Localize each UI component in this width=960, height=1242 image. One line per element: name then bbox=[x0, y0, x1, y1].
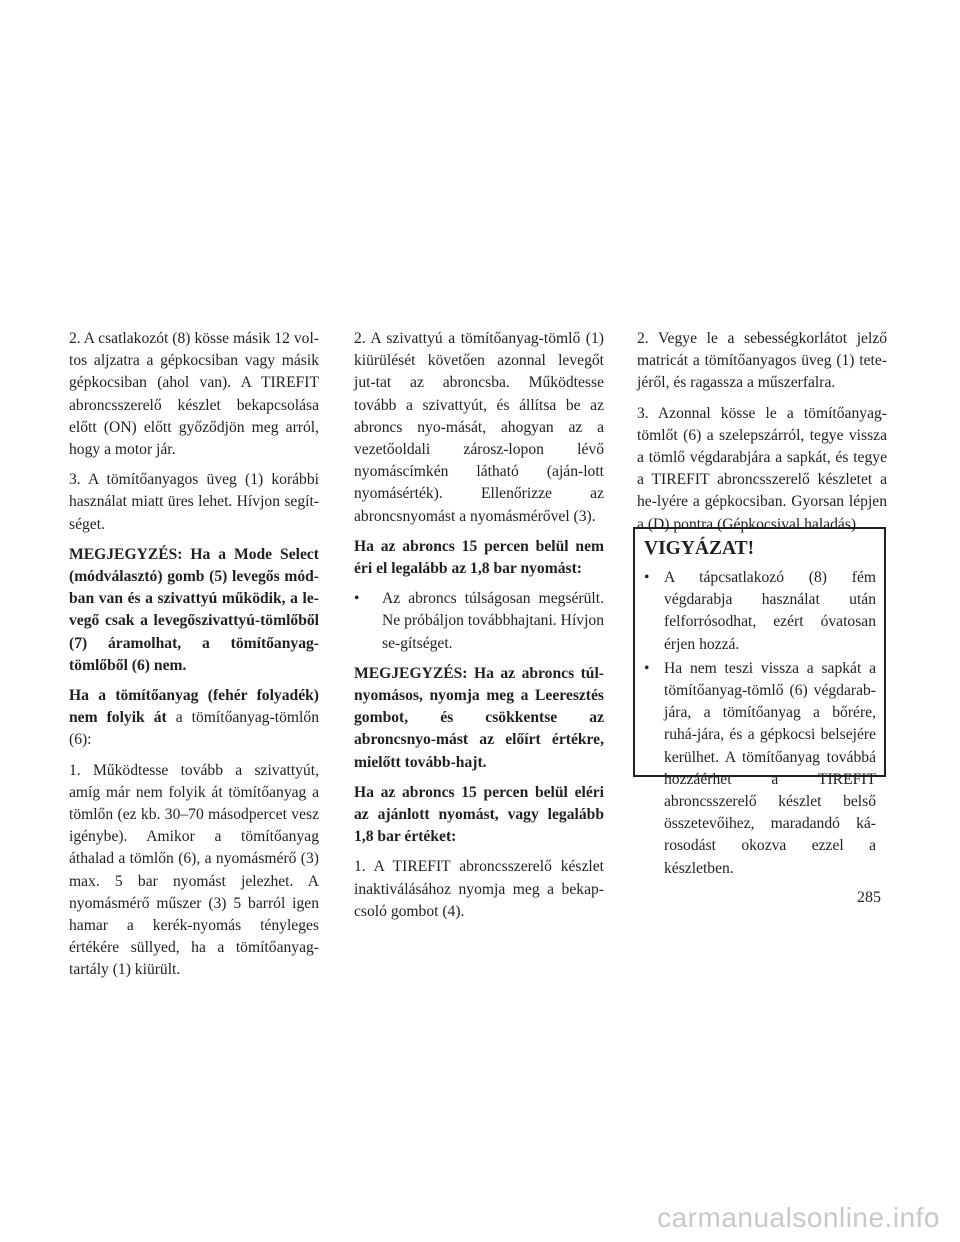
paragraph-pump-air: 2. A szivattyú a tömítőanyag-tömlő (1) kiürülését követően azonnal levegőt jut-tat az abroncsba. Működtesse tovább a szivattyút, és állítsa be az abroncs nyo-mását, ahogyan az a vezetőoldali zárosz-lopon lévő nyomáscímkén látható (aján-lott nyomásérték). Ellenőrizze az abroncsnyomást a nyomásmérővel (3). bbox=[354, 330, 604, 525]
heading-sealant-not-flowing-rest: a tömítőanyag-tömlőn (6): bbox=[69, 709, 319, 749]
paragraph-continue-pump: 1. Működtesse tovább a szivattyút, amíg már nem folyik át tömítőanyag a tömlőn (ez kb. 30–70 másodpercet vesz igénybe). Amikor a tömítőanyag áthalad a tömlőn (6), a nyomásmérő (3) max. 5 bar nyomást jelezhet. A nyomásmérő műszer (3) 5 barról igen hamar a kerék-nyomás tényleges értékére süllyed, ha a tömítőanyag-tartály (1) kiürült. bbox=[69, 761, 319, 979]
bullet-tire-damaged-text: • Az abroncs túlságosan megsérült. Ne próbáljon továbbhajtani. Hívjon se-gítséget. bbox=[382, 590, 604, 652]
heading-pressure-not-reached: Ha az abroncs 15 percen belül nem éri el legalább az 1,8 bar nyomást: bbox=[354, 537, 604, 578]
note-mode-select: MEGJEGYZÉS: Ha a Mode Select (módválasztó) gomb (5) levegős mód-ban van és a szivattyú működik, a le-vegő csak a levegőszivattyú-tömlőből (7) áramolhat, a tömítőanyag-tömlőből (6) nem. bbox=[69, 545, 319, 674]
bullet-tire-damaged bbox=[354, 588, 604, 655]
caution-bullet-hot-connector: • A tápcsatlakozó (8) fém végdarabja használat után felforrósodhat, ezért óvatosan érjen hozzá. bbox=[644, 567, 876, 656]
caution-bullet-sealant-spill: • Ha nem teszi vissza a sapkát a tömítőanyag-tömlő (6) végdarab-jára, a tömítőanyag a bőrére, ruhá-jára, és a gépkocsi belsejére kerülhet. A tömítőanyag továbbá hozzáérhet a TIREFIT abroncsszerelő készlet belső összetevőihez, maradandó ká-rosodást okozva ezzel a készletben. bbox=[644, 658, 876, 880]
caution-box bbox=[633, 527, 886, 877]
paragraph-disconnect-hose: 3. Azonnal kösse le a tömítőanyag-tömlőt (6) a szelepszárról, tegye vissza a tömlő végdarabjára a sapkát, és tegye a TIREFIT abroncsszerelő készletet a he-lyére a gépkocsiban. Gyorsan lépjen a (D) pontra (Gépkocsival haladás). bbox=[637, 404, 887, 533]
caution-title: VIGYÁZAT! bbox=[644, 538, 755, 559]
column-left bbox=[69, 328, 319, 990]
heading-pressure-reached: Ha az abroncs 15 percen belül eléri az ajánlott nyomást, vagy legalább 1,8 bar értéket: bbox=[354, 783, 604, 846]
page-number: 285 bbox=[857, 889, 881, 906]
column-right bbox=[637, 328, 887, 544]
paragraph-deactivate-kit: 1. A TIREFIT abroncsszerelő készlet inaktiválásához nyomja meg a bekap-csoló gombot (4). bbox=[354, 858, 604, 920]
note-overpressure: MEGJEGYZÉS: Ha az abroncs túl-nyomásos, nyomja meg a Leeresztés gombot, és csökkentse az abroncsnyo-mást az előírt értékre, mielőtt tovább-hajt. bbox=[354, 664, 604, 771]
paragraph-empty-bottle: 3. A tömítőanyagos üveg (1) korábbi használat miatt üres lehet. Hívjon segít-séget. bbox=[69, 471, 319, 533]
paragraph-speed-sticker: 2. Vegye le a sebességkorlátot jelző matricát a tömítőanyagos üveg (1) tete-jéről, és ragassza a műszerfalra. bbox=[637, 330, 887, 392]
paragraph-connector-step: 2. A csatlakozót (8) kösse másik 12 vol-tos aljzatra a gépkocsiban vagy másik gépkocsiban (ahol van). A TIREFIT abroncsszerelő készlet bekapcsolása előtt (ON) előtt győződjön meg arról, hogy a motor jár. bbox=[69, 330, 319, 459]
column-middle bbox=[354, 328, 604, 931]
heading-sealant-not-flowing: Ha a tömítőanyag (fehér folyadék) nem folyik át bbox=[69, 687, 319, 727]
watermark: carmanualsonline.info bbox=[657, 1202, 940, 1233]
paragraph-sealant-not-flowing bbox=[69, 685, 319, 752]
